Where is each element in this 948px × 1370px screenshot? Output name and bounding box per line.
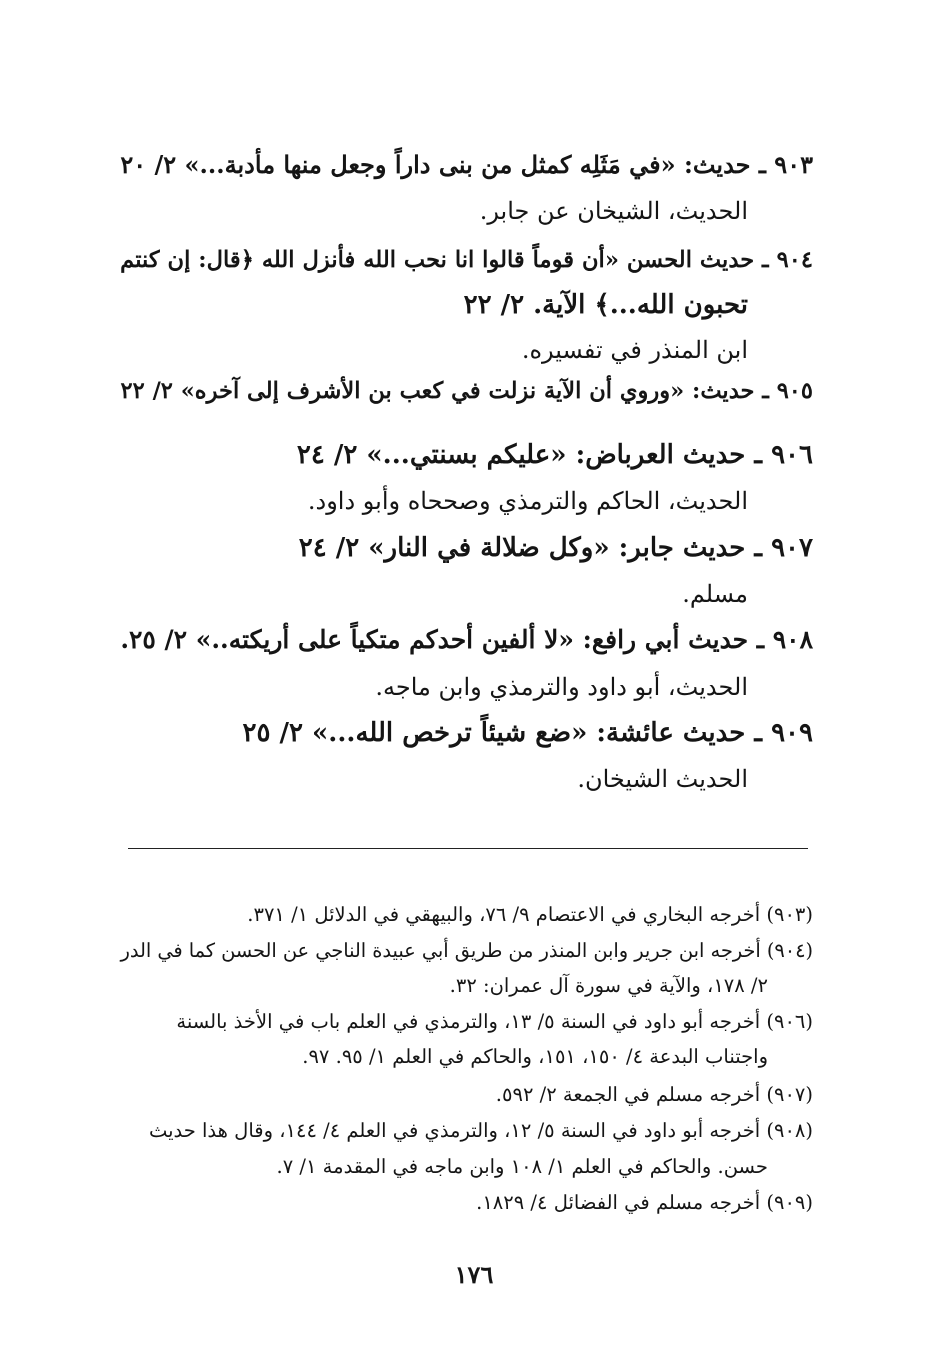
hadith-entry-904-line-1: ٩٠٤ ـ حديث الحسن «أن قوماً قالوا انا نحب الله فأنزل الله ﴿قال: إن كنتم (120, 247, 813, 273)
hadith-entry-906: ٩٠٦ ـ حديث العرباض: «عليكم بسنتي...» ٢/ ٢٤ (296, 440, 813, 470)
footnote-906-line-2: واجتناب البدعة ٤/ ١٥٠، ١٥١، والحاكم في العلم ١/ ٩٥. ٩٧. (302, 1045, 768, 1068)
hadith-entry-903: ٩٠٣ ـ حديث: «في مَثَلِه كمثل من بنى داراً وجعل منها مأدبة...» ٢/ ٢٠ (120, 150, 813, 179)
hadith-source-906: الحديث، الحاكم والترمذي وصححاه وأبو داود. (307, 487, 748, 515)
hadith-entry-907: ٩٠٧ ـ حديث جابر: «وكل ضلالة في النار» ٢/ ٢٤ (298, 533, 813, 563)
hadith-source-907: مسلم. (682, 580, 748, 608)
footnote-904-line-2: ٢/ ١٧٨، والآية في سورة آل عمران: ٣٢. (449, 974, 768, 997)
footnote-907: (٩٠٧) أخرجه مسلم في الجمعة ٢/ ٥٩٢. (495, 1083, 813, 1106)
page-number: ١٧٦ (454, 1260, 494, 1289)
footnote-divider (128, 848, 808, 849)
footnote-908-line-2: حسن. والحاكم في العلم ١/ ١٠٨ وابن ماجه في المقدمة ١/ ٧. (276, 1155, 768, 1178)
hadith-entry-909: ٩٠٩ ـ حديث عائشة: «ضع شيئاً ترخص الله...» ٢/ ٢٥ (242, 718, 813, 748)
footnote-909: (٩٠٩) أخرجه مسلم في الفضائل ٤/ ١٨٢٩. (476, 1191, 813, 1214)
footnote-908-line-1: (٩٠٨) أخرجه أبو داود في السنة ٥/ ١٢، والترمذي في العلم ٤/ ١٤٤، وقال هذا حديث (148, 1119, 813, 1142)
hadith-source-904: ابن المنذر في تفسيره. (521, 336, 748, 364)
footnote-906-line-1: (٩٠٦) أخرجه أبو داود في السنة ٥/ ١٣، والترمذي في العلم باب في الأخذ بالسنة (176, 1010, 813, 1033)
hadith-entry-905: ٩٠٥ ـ حديث: «وروي أن الآية نزلت في كعب بن الأشرف إلى آخره» ٢/ ٢٢ (120, 378, 813, 404)
hadith-source-909: الحديث الشيخان. (577, 765, 748, 793)
footnote-903: (٩٠٣) أخرجه البخاري في الاعتصام ٩/ ٧٦، والبيهقي في الدلائل ١/ ٣٧١. (247, 903, 813, 926)
footnote-904-line-1: (٩٠٤) أخرجه ابن جرير وابن المنذر من طريق أبي عبيدة الناجي عن الحسن كما في الدر (120, 939, 813, 962)
hadith-source-908: الحديث، أبو داود والترمذي وابن ماجه. (375, 673, 748, 701)
hadith-entry-908: ٩٠٨ ـ حديث أبي رافع: «لا ألفين أحدكم متكياً على أريكته..» ٢/ ٢٥. (120, 625, 813, 654)
hadith-source-903: الحديث، الشيخان عن جابر. (479, 197, 748, 225)
hadith-entry-904-line-2: تحبون الله...﴾ الآية. ٢/ ٢٢ (463, 290, 748, 320)
